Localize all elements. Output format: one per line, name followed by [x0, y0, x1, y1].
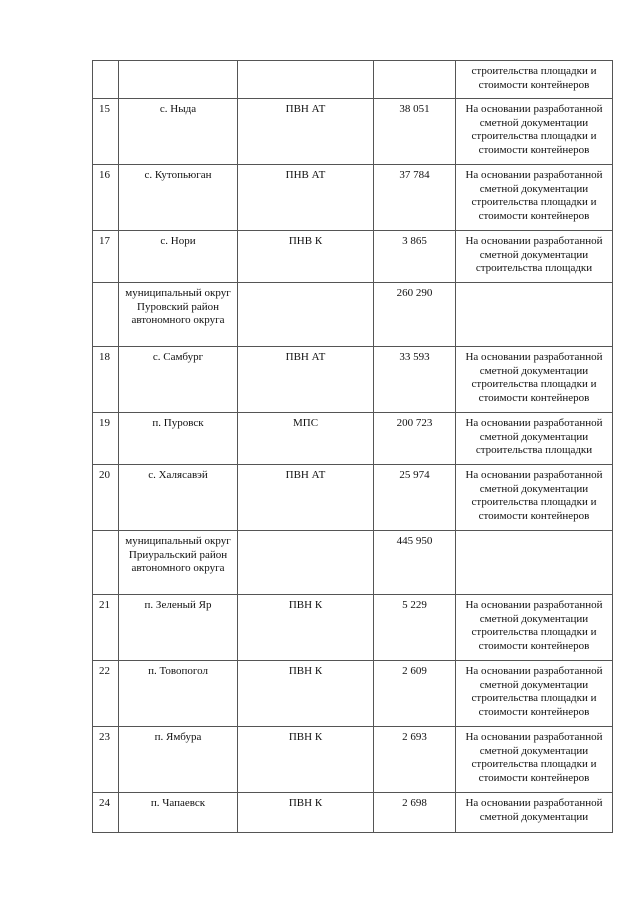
basis-cell: На основании разработанной сметной документации строительства площадки и стоимости контейнеров — [456, 727, 613, 793]
settlement-cell: п. Пуровск — [119, 413, 238, 465]
settlement-cell: муниципальный округ Приуральский район автономного округа — [119, 531, 238, 595]
table-body — [93, 61, 613, 833]
type-cell — [238, 283, 374, 347]
settlement-cell: с. Самбург — [119, 347, 238, 413]
table-row — [93, 465, 613, 531]
row-number: 22 — [93, 661, 119, 727]
table-row — [93, 99, 613, 165]
row-number — [93, 283, 119, 347]
amount-cell — [374, 61, 456, 99]
table-row — [93, 595, 613, 661]
amount-cell: 38 051 — [374, 99, 456, 165]
amount-cell: 5 229 — [374, 595, 456, 661]
amount-cell: 2 698 — [374, 793, 456, 833]
basis-cell: На основании разработанной сметной документации строительства площадки и стоимости контейнеров — [456, 595, 613, 661]
table-row — [93, 61, 613, 99]
table-row — [93, 793, 613, 833]
basis-cell: На основании разработанной сметной документации строительства площадки — [456, 413, 613, 465]
table-row — [93, 165, 613, 231]
type-cell: ПВН К — [238, 595, 374, 661]
table-row — [93, 413, 613, 465]
amount-cell: 445 950 — [374, 531, 456, 595]
amount-cell: 200 723 — [374, 413, 456, 465]
row-number: 15 — [93, 99, 119, 165]
row-number — [93, 531, 119, 595]
basis-cell — [456, 283, 613, 347]
type-cell: ПВН К — [238, 727, 374, 793]
table-row — [93, 727, 613, 793]
row-number: 23 — [93, 727, 119, 793]
basis-cell: строительства площадки и стоимости контейнеров — [456, 61, 613, 99]
row-number — [93, 61, 119, 99]
table-row — [93, 231, 613, 283]
amount-cell: 2 693 — [374, 727, 456, 793]
row-number: 19 — [93, 413, 119, 465]
settlement-cell: с. Ныда — [119, 99, 238, 165]
type-cell: ПВН АТ — [238, 99, 374, 165]
table-row — [93, 347, 613, 413]
basis-cell: На основании разработанной сметной документации строительства площадки и стоимости контейнеров — [456, 465, 613, 531]
settlement-cell: с. Халясавэй — [119, 465, 238, 531]
amount-cell: 260 290 — [374, 283, 456, 347]
settlement-cell: п. Ямбура — [119, 727, 238, 793]
row-number: 16 — [93, 165, 119, 231]
type-cell: ПНВ К — [238, 231, 374, 283]
type-cell: ПВН АТ — [238, 347, 374, 413]
basis-cell: На основании разработанной сметной документации строительства площадки и стоимости контейнеров — [456, 661, 613, 727]
settlement-cell: с. Нори — [119, 231, 238, 283]
settlement-cell — [119, 61, 238, 99]
basis-cell — [456, 531, 613, 595]
basis-cell: На основании разработанной сметной документации строительства площадки и стоимости контейнеров — [456, 165, 613, 231]
row-number: 24 — [93, 793, 119, 833]
row-number: 21 — [93, 595, 119, 661]
settlement-cell: с. Кутопьюган — [119, 165, 238, 231]
amount-cell: 2 609 — [374, 661, 456, 727]
basis-cell: На основании разработанной сметной документации строительства площадки и стоимости контейнеров — [456, 99, 613, 165]
type-cell: ПВН К — [238, 793, 374, 833]
basis-cell: На основании разработанной сметной документации строительства площадки — [456, 231, 613, 283]
basis-cell: На основании разработанной сметной документации строительства площадки и стоимости контейнеров — [456, 347, 613, 413]
settlement-cell: п. Чапаевск — [119, 793, 238, 833]
row-number: 20 — [93, 465, 119, 531]
type-cell: МПС — [238, 413, 374, 465]
type-cell — [238, 61, 374, 99]
settlement-cell: муниципальный округ Пуровский район автономного округа — [119, 283, 238, 347]
data-table — [92, 60, 613, 833]
type-cell: ПВН АТ — [238, 465, 374, 531]
row-number: 17 — [93, 231, 119, 283]
group-row — [93, 283, 613, 347]
amount-cell: 33 593 — [374, 347, 456, 413]
settlement-cell: п. Зеленый Яр — [119, 595, 238, 661]
type-cell: ПНВ АТ — [238, 165, 374, 231]
amount-cell: 37 784 — [374, 165, 456, 231]
basis-cell: На основании разработанной сметной документации — [456, 793, 613, 833]
settlement-cell: п. Товопогол — [119, 661, 238, 727]
amount-cell: 3 865 — [374, 231, 456, 283]
amount-cell: 25 974 — [374, 465, 456, 531]
type-cell: ПВН К — [238, 661, 374, 727]
group-row — [93, 531, 613, 595]
row-number: 18 — [93, 347, 119, 413]
table-row — [93, 661, 613, 727]
type-cell — [238, 531, 374, 595]
